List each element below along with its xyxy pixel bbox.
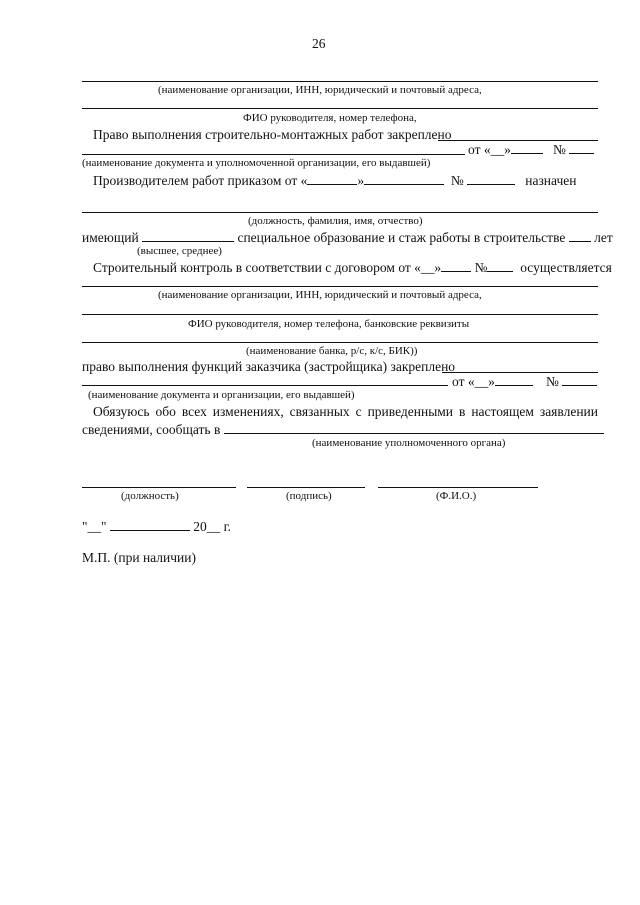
rights-construction-text: Право выполнения строительно-монтажных работ закреплено [93,127,452,142]
sig-signature-line[interactable] [247,487,365,488]
obligation-line-1: Обязуюсь обо всех изменениях, связанных с приведенными в настоящем заявлении [93,404,598,419]
customer-from-date: от «__» [452,373,533,390]
org-name-line[interactable] [82,81,598,82]
customer-rights-text: право выполнения функций заказчика (застройщика) закреплено [82,359,456,374]
rights-number: № [553,141,594,158]
sig-position-caption: (должность) [121,490,179,502]
caption-org-inn-address-2: (наименование организации, ИНН, юридический и почтовый адреса, [158,289,482,301]
stamp-place: М.П. (при наличии) [82,550,196,565]
control-org-line[interactable] [82,286,598,287]
sig-signature-caption: (подпись) [286,490,332,502]
obligation-line-2: сведениями, сообщать в [82,421,604,438]
customer-document-line[interactable] [82,385,448,386]
sig-position-line[interactable] [82,487,236,488]
date-line: "__" 20__ г. [82,519,232,534]
work-producer-order: Производителем работ приказом от « » № назначен [93,173,577,188]
org-head-line[interactable] [82,108,598,109]
caption-org-inn-address: (наименование организации, ИНН, юридический и почтовый адреса, [158,84,482,96]
sig-fio-line[interactable] [378,487,538,488]
construction-control-line: Строительный контроль в соответствии с договором от «__» № осуществляется [93,260,612,275]
caption-bank: (наименование банка, р/с, к/с, БИК)) [246,345,418,357]
rights-from-date: от «__» [468,141,543,158]
caption-education: (высшее, среднее) [137,245,222,257]
sig-fio-caption: (Ф.И.О.) [436,490,477,502]
control-head-line[interactable] [82,314,598,315]
page-number: 26 [312,36,326,51]
caption-head-phone-bank: ФИО руководителя, номер телефона, банковские реквизиты [188,318,470,330]
caption-authorized-body: (наименование уполномоченного органа) [312,437,506,449]
caption-document-org: (наименование документа и организации, его выдавшей) [88,389,355,401]
education-line: имеющий специальное образование и стаж работы в строительстве лет [82,230,613,245]
customer-number: № [546,373,597,390]
caption-position-name: (должность, фамилия, имя, отчество) [248,215,423,227]
rights-document-line[interactable] [82,154,465,155]
bank-line[interactable] [82,342,598,343]
work-producer-line[interactable] [82,212,598,213]
caption-head-phone: ФИО руководителя, номер телефона, [243,112,417,124]
caption-document-authority: (наименование документа и уполномоченной организации, его выдавшей) [82,157,431,169]
